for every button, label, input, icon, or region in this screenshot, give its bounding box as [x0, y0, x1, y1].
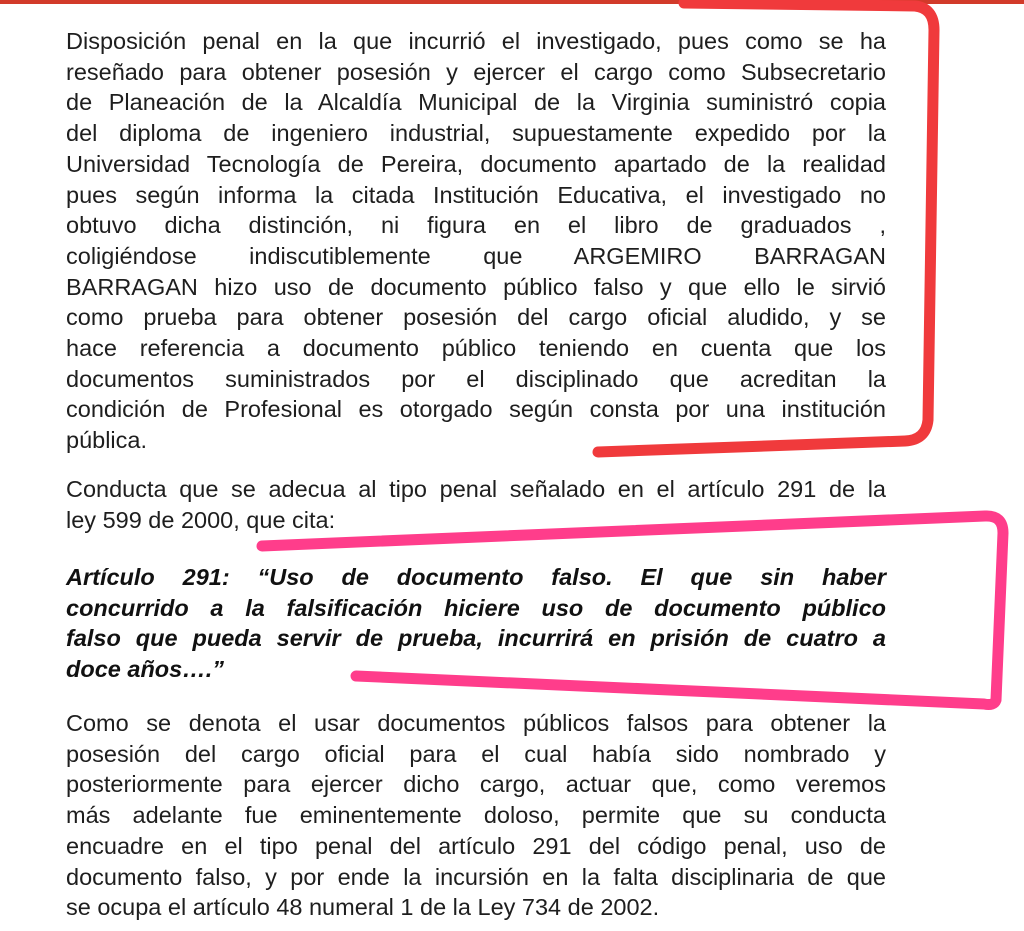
text-line: posteriormente para ejercer dicho cargo, actuar que, como veremos — [66, 771, 886, 798]
text-line: documento falso, y por ende la incursión en la falta disciplinaria de que — [66, 863, 886, 890]
text-line: documentos suministrados por el disciplinado que acreditan la — [66, 365, 886, 392]
text-line: hace referencia a documento público teniendo en cuenta que los — [66, 335, 886, 362]
text-line: encuadre en el tipo penal del artículo 291 del código penal, uso de — [66, 832, 886, 859]
text-line: como prueba para obtener posesión del cargo oficial aludido, y se — [66, 304, 886, 331]
text-line: coligiéndose indiscutiblemente que ARGEMIRO BARRAGAN — [66, 242, 886, 269]
quote-line: concurrido a la falsificación hiciere uso de documento público — [66, 594, 886, 621]
text-line: Como se denota el usar documentos públicos falsos para obtener la — [66, 710, 886, 736]
text-line: condición de Profesional es otorgado según consta por una institución — [66, 396, 886, 423]
text-line: Universidad Tecnología de Pereira, documento apartado de la realidad — [66, 150, 886, 177]
text-line: del diploma de ingeniero industrial, supuestamente expedido por la — [66, 120, 886, 147]
text-line: BARRAGAN hizo uso de documento público falso y que ello le sirvió — [66, 273, 886, 300]
paragraph-conducta — [66, 474, 886, 535]
text-line: Conducta que se adecua al tipo penal señalado en el artículo 291 de la — [66, 476, 886, 502]
text-line: pues según informa la citada Institución Educativa, el investigado no — [66, 181, 886, 208]
top-edge-strip — [0, 0, 1024, 4]
text-line: pública. — [66, 427, 147, 454]
text-line: obtuvo dicha distinción, ni figura en el libro de graduados , — [66, 212, 886, 239]
paragraph-disposicion — [66, 26, 886, 456]
quote-line: falso que pueda servir de prueba, incurrirá en prisión de cuatro a — [66, 625, 886, 652]
text-line: ley 599 de 2000, que cita: — [66, 506, 336, 533]
text-line: se ocupa el artículo 48 numeral 1 de la Ley 734 de 2002. — [66, 894, 660, 921]
text-line: reseñado para obtener posesión y ejercer el cargo como Subsecretario — [66, 58, 886, 85]
text-line: Disposición penal en la que incurrió el investigado, pues como se ha — [66, 28, 886, 54]
paragraph-como-se-denota — [66, 708, 886, 923]
quote-line: Artículo 291: “Uso de documento falso. El que sin haber — [66, 564, 886, 590]
text-line: posesión del cargo oficial para el cual había sido nombrado y — [66, 740, 886, 767]
text-line: más adelante fue eminentemente doloso, permite que su conducta — [66, 802, 886, 829]
quote-articulo-291 — [66, 562, 886, 685]
text-line: de Planeación de la Alcaldía Municipal de la Virginia suministró copia — [66, 89, 886, 116]
quote-line: doce años….” — [66, 656, 225, 683]
